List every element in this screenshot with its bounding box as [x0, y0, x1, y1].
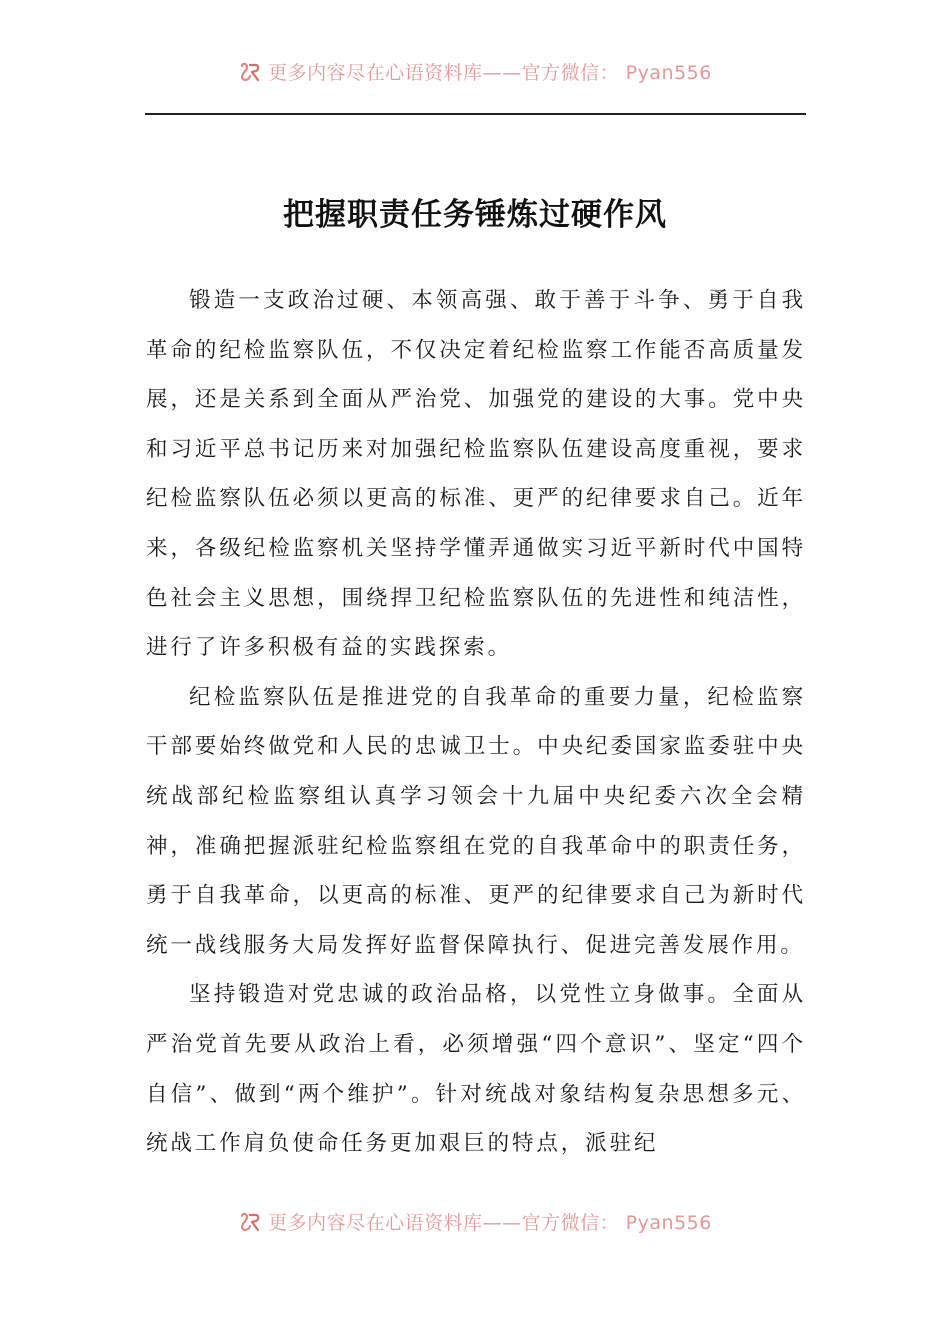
- watermark-logo-icon: [238, 1210, 262, 1234]
- header-watermark: [0, 58, 950, 85]
- paragraph: 坚持锻造对党忠诚的政治品格，以党性立身做事。全面从严治党首先要从政治上看，必须增强“四个意识”、坚定“四个自信”、做到“两个维护”。针对统战对象结构复杂思想多元、统战工作肩负使命任务更加艰巨的特点，派驻纪: [146, 982, 806, 1157]
- watermark-text: 更多内容尽在心语资料库——官方微信： Pyan556: [268, 1212, 712, 1234]
- document-title: 把握职责任务锤炼过硬作风: [283, 196, 667, 233]
- footer-watermark: [0, 1208, 950, 1235]
- header-divider: [145, 113, 806, 115]
- paragraph: 纪检监察队伍是推进党的自我革命的重要力量，纪检监察干部要始终做党和人民的忠诚卫士。中央纪委国家监委驻中央统战部纪检监察组认真学习领会十九届中央纪委六次全会精神，准确把握派驻纪检监察组在党的自我革命中的职责任务，勇于自我革命，以更高的标准、更严的纪律要求自己为新时代统一战线服务大局发挥好监督保障执行、促进完善发展作用。: [146, 684, 806, 958]
- paragraph: 锻造一支政治过硬、本领高强、敢于善于斗争、勇于自我革命的纪检监察队伍，不仅决定着纪检监察工作能否高质量发展，还是关系到全面从严治党、加强党的建设的大事。党中央和习近平总书记历来对加强纪检监察队伍建设高度重视，要求纪检监察队伍必须以更高的标准、更严的纪律要求自己。近年来，各级纪检监察机关坚持学懂弄通做实习近平新时代中国特色社会主义思想，围绕捍卫纪检监察队伍的先进性和纯洁性，进行了许多积极有益的实践探索。: [146, 288, 806, 661]
- watermark-logo-icon: [238, 60, 262, 84]
- document-body: [146, 276, 806, 1169]
- watermark-text: 更多内容尽在心语资料库——官方微信： Pyan556: [268, 62, 712, 84]
